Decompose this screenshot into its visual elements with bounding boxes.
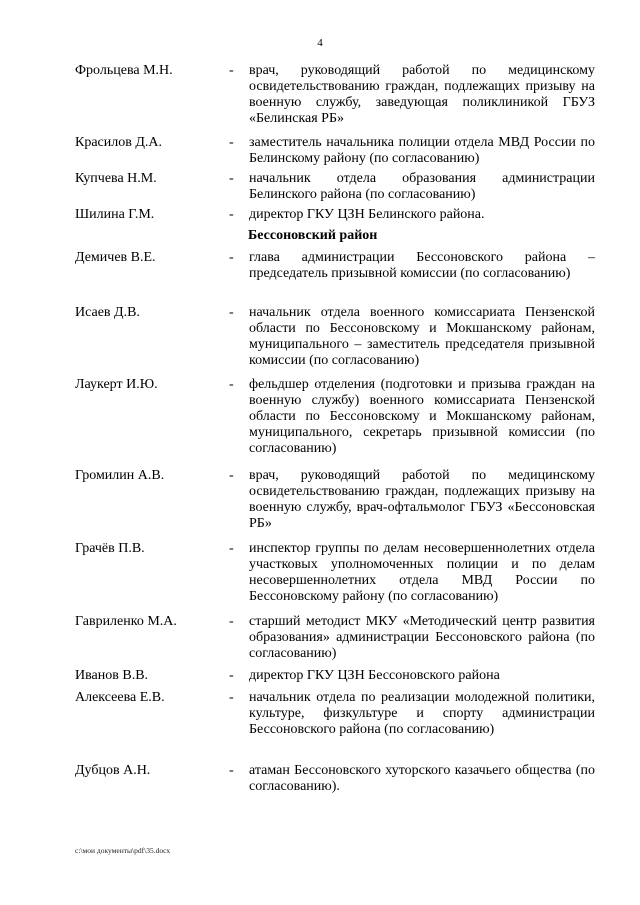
member-role: глава администрации Бессоновского района – председатель призывной комиссии (по согласованию) xyxy=(249,250,595,281)
member-role: инспектор группы по делам несовершеннолетних отдела участковых уполномоченных полиции и по делам несовершеннолетних отдела МВД России по Бессоновскому району (по согласованию) xyxy=(249,541,595,604)
file-path-footer: c:\мои документы\pdf\35.docx xyxy=(75,846,171,855)
member-name: Дубцов А.Н. xyxy=(75,763,151,778)
member-role: начальник отдела образования администрации Белинского района (по согласованию) xyxy=(249,171,595,202)
member-role: директор ГКУ ЦЗН Бессоновского района xyxy=(249,668,500,683)
member-name: Грачёв П.В. xyxy=(75,541,145,556)
entry-dash: - xyxy=(229,171,234,186)
member-name: Громилин А.В. xyxy=(75,468,165,483)
member-role: начальник отдела по реализации молодежной политики, культуре, физкультуре и спорту администрации Бессоновского района (по согласованию) xyxy=(249,690,595,737)
entry-dash: - xyxy=(229,250,234,265)
section-title: Бессоновский район xyxy=(248,228,378,243)
entry-dash: - xyxy=(229,468,234,483)
member-name: Исаев Д.В. xyxy=(75,305,140,320)
member-name: Демичев В.Е. xyxy=(75,250,156,265)
entry-dash: - xyxy=(229,614,234,629)
entry-dash: - xyxy=(229,763,234,778)
entry-dash: - xyxy=(229,63,234,78)
member-name: Алексеева Е.В. xyxy=(75,690,165,705)
entry-dash: - xyxy=(229,668,234,683)
member-role: старший методист МКУ «Методический центр развития образования» администрации Бессоновского района (по согласованию) xyxy=(249,614,595,661)
member-role: фельдшер отделения (подготовки и призыва граждан на военную службу) военного комиссариата Пензенской области по Бессоновскому и Мокшанскому районам, муниципального, секретарь призывной комиссии (по согласованию) xyxy=(249,377,595,456)
member-role: врач, руководящий работой по медицинскому освидетельствованию граждан, подлежащих призыву на военную службу, врач-офтальмолог ГБУЗ «Бессоновская РБ» xyxy=(249,468,595,531)
entry-dash: - xyxy=(229,690,234,705)
entry-dash: - xyxy=(229,541,234,556)
member-name: Купчева Н.М. xyxy=(75,171,157,186)
member-role: врач, руководящий работой по медицинскому освидетельствованию граждан, подлежащих призыву на военную службу, заведующая поликлиникой ГБУЗ «Белинская РБ» xyxy=(249,63,595,126)
member-name: Шилина Г.М. xyxy=(75,207,155,222)
page-number: 4 xyxy=(317,37,323,49)
member-role: директор ГКУ ЦЗН Белинского района. xyxy=(249,207,485,222)
member-name: Красилов Д.А. xyxy=(75,135,163,150)
member-name: Иванов В.В. xyxy=(75,668,149,683)
member-role: заместитель начальника полиции отдела МВД России по Белинскому району (по согласованию) xyxy=(249,135,595,166)
entry-dash: - xyxy=(229,135,234,150)
member-name: Гавриленко М.А. xyxy=(75,614,177,629)
member-role: начальник отдела военного комиссариата Пензенской области по Бессоновскому и Мокшанскому районам, муниципального – заместитель председателя призывной комиссии (по согласованию) xyxy=(249,305,595,368)
member-name: Фрольцева М.Н. xyxy=(75,63,173,78)
entry-dash: - xyxy=(229,305,234,320)
entry-dash: - xyxy=(229,377,234,392)
entry-dash: - xyxy=(229,207,234,222)
member-role: атаман Бессоновского хуторского казачьего общества (по согласованию). xyxy=(249,763,595,794)
member-name: Лаукерт И.Ю. xyxy=(75,377,158,392)
